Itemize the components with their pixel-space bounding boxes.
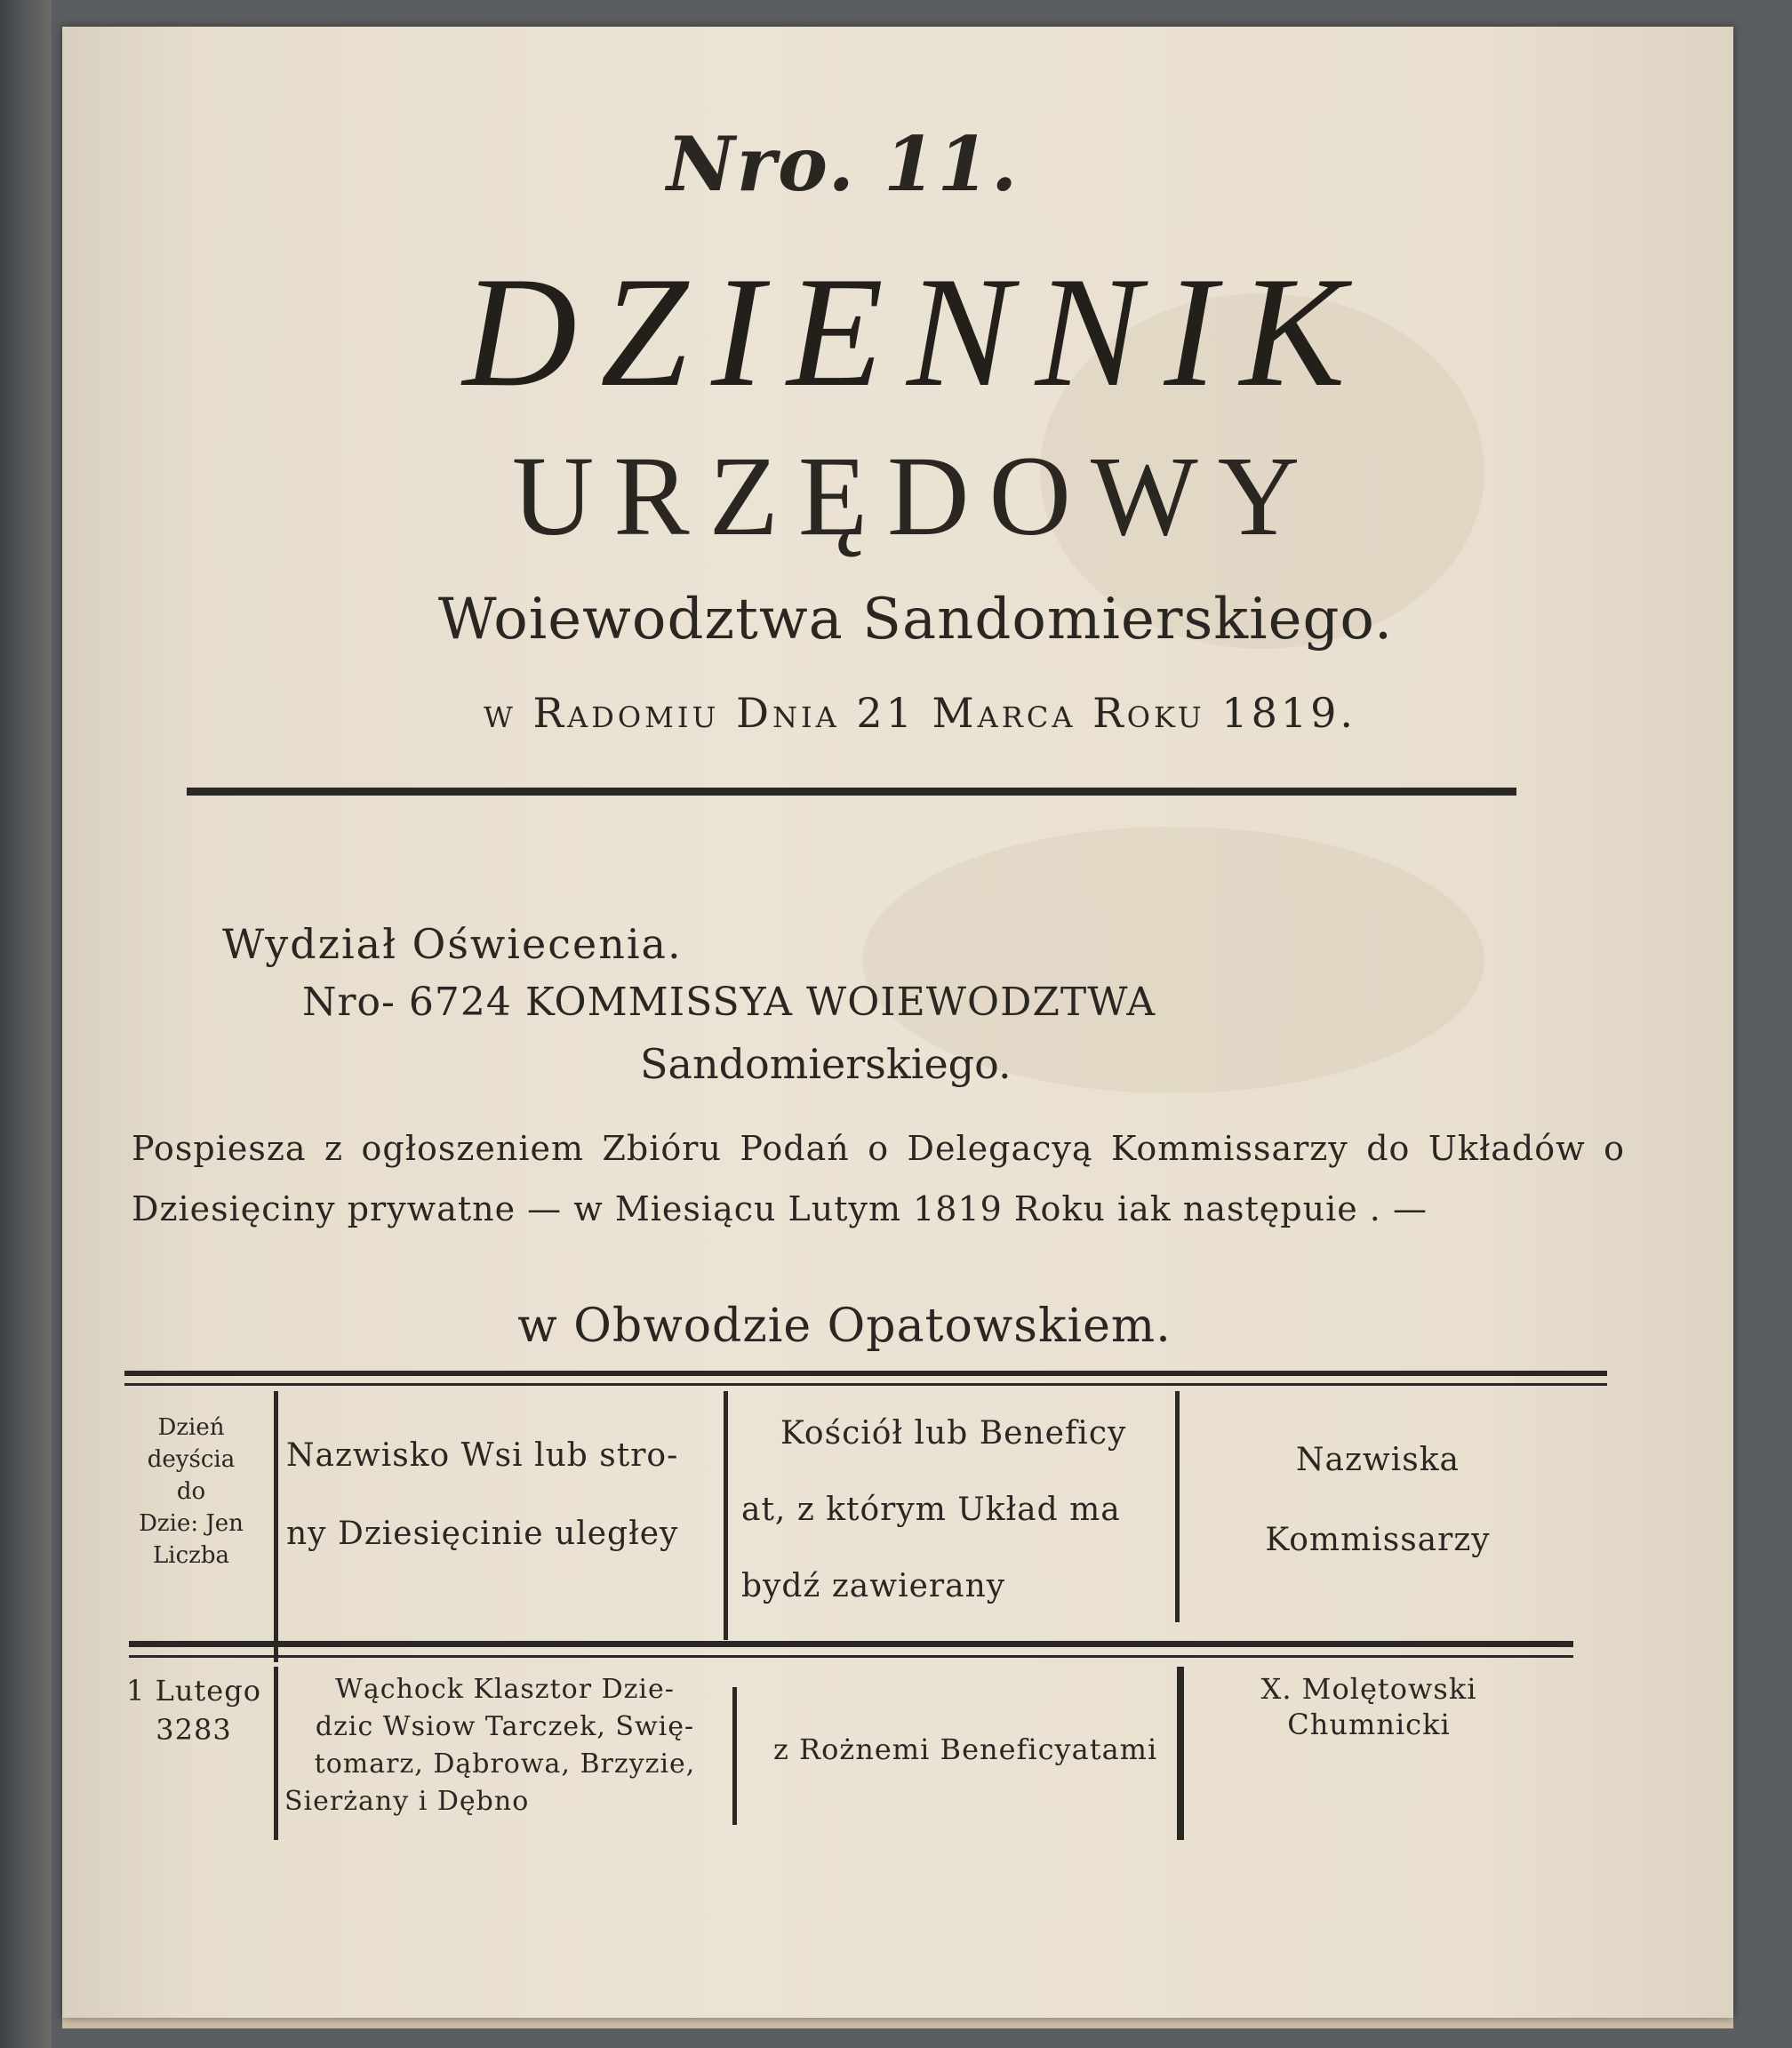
- header-text: Nazwiska: [1295, 1442, 1460, 1478]
- table-header-rule: [129, 1641, 1573, 1647]
- header-village-column: [286, 1431, 678, 1559]
- book-spine: [0, 0, 52, 2048]
- department-heading: Wydział Oświecenia.: [222, 920, 683, 968]
- region-line: Woiewodztwa Sandomierskiego.: [437, 587, 1394, 652]
- row-village-line: Wąchock Klasztor Dzie-: [335, 1674, 675, 1705]
- masthead-title: DZIENNIK: [462, 244, 1369, 420]
- header-text: Liczba: [153, 1542, 229, 1569]
- row-date-day: 1 Lutego: [126, 1674, 261, 1708]
- header-commissioners-column: [1218, 1420, 1538, 1580]
- dateline: w Radomiu Dnia 21 Marca Roku 1819.: [484, 689, 1356, 737]
- header-text: Dzie: Jen: [139, 1510, 244, 1537]
- header-church-column: [741, 1396, 1126, 1625]
- body-paragraph: Pospiesza z ogłoszeniem Zbióru Podań o Delegacyą Kommissarzy do Układów o Dziesięciny prywatne — w Miesiącu Lutym 1819 Roku iak następuie . —: [132, 1129, 1625, 1228]
- column-divider: [274, 1667, 278, 1840]
- header-text: bydź zawierany: [741, 1568, 1006, 1604]
- row-village-line: dzic Wsiow Tarczek, Swię-: [315, 1711, 695, 1742]
- row-village-line: Sierżany i Dębno: [284, 1786, 530, 1817]
- row-commissioner-name: X. Molętowski: [1260, 1672, 1477, 1706]
- row-commissioner-name: Chumnicki: [1287, 1708, 1451, 1741]
- row-village: [284, 1671, 725, 1820]
- header-rule: [187, 788, 1516, 796]
- column-divider: [724, 1391, 728, 1640]
- reference-heading-cont: Sandomierskiego.: [640, 1040, 1012, 1088]
- header-text: Kommissarzy: [1265, 1522, 1491, 1558]
- table-top-rule: [124, 1371, 1607, 1376]
- column-divider: [732, 1687, 737, 1825]
- row-date-number: 3283: [156, 1713, 232, 1747]
- row-church: z Rożnemi Beneficyatami: [773, 1732, 1158, 1766]
- row-commissioners: [1218, 1671, 1520, 1742]
- column-divider: [1175, 1391, 1180, 1622]
- row-date: [114, 1671, 274, 1749]
- column-divider: [274, 1391, 278, 1662]
- header-text: Kościół lub Beneficy: [780, 1415, 1127, 1452]
- issue-number: Nro. 11.: [667, 120, 1020, 208]
- header-text: Dzień: [157, 1414, 225, 1441]
- header-text: at, z którym Układ ma: [741, 1492, 1121, 1528]
- reference-heading: Nro- 6724 KOMMISSYA WOIEWODZTWA: [302, 980, 1156, 1025]
- masthead-subtitle: URZĘDOWY: [511, 433, 1320, 559]
- district-heading: w Obwodzie Opatowskiem.: [517, 1300, 1172, 1353]
- header-text: deyścia: [147, 1446, 236, 1473]
- header-text: ny Dziesięcinie uległey: [286, 1516, 679, 1552]
- row-village-line: tomarz, Dąbrowa, Brzyzie,: [314, 1748, 696, 1780]
- column-divider: [1177, 1667, 1184, 1840]
- table-top-rule: [124, 1383, 1607, 1386]
- header-text: Nazwisko Wsi lub stro-: [286, 1437, 679, 1474]
- header-date-column: [116, 1412, 267, 1572]
- header-text: do: [176, 1478, 206, 1505]
- table-header-rule: [129, 1655, 1573, 1658]
- document-page: [62, 27, 1733, 2018]
